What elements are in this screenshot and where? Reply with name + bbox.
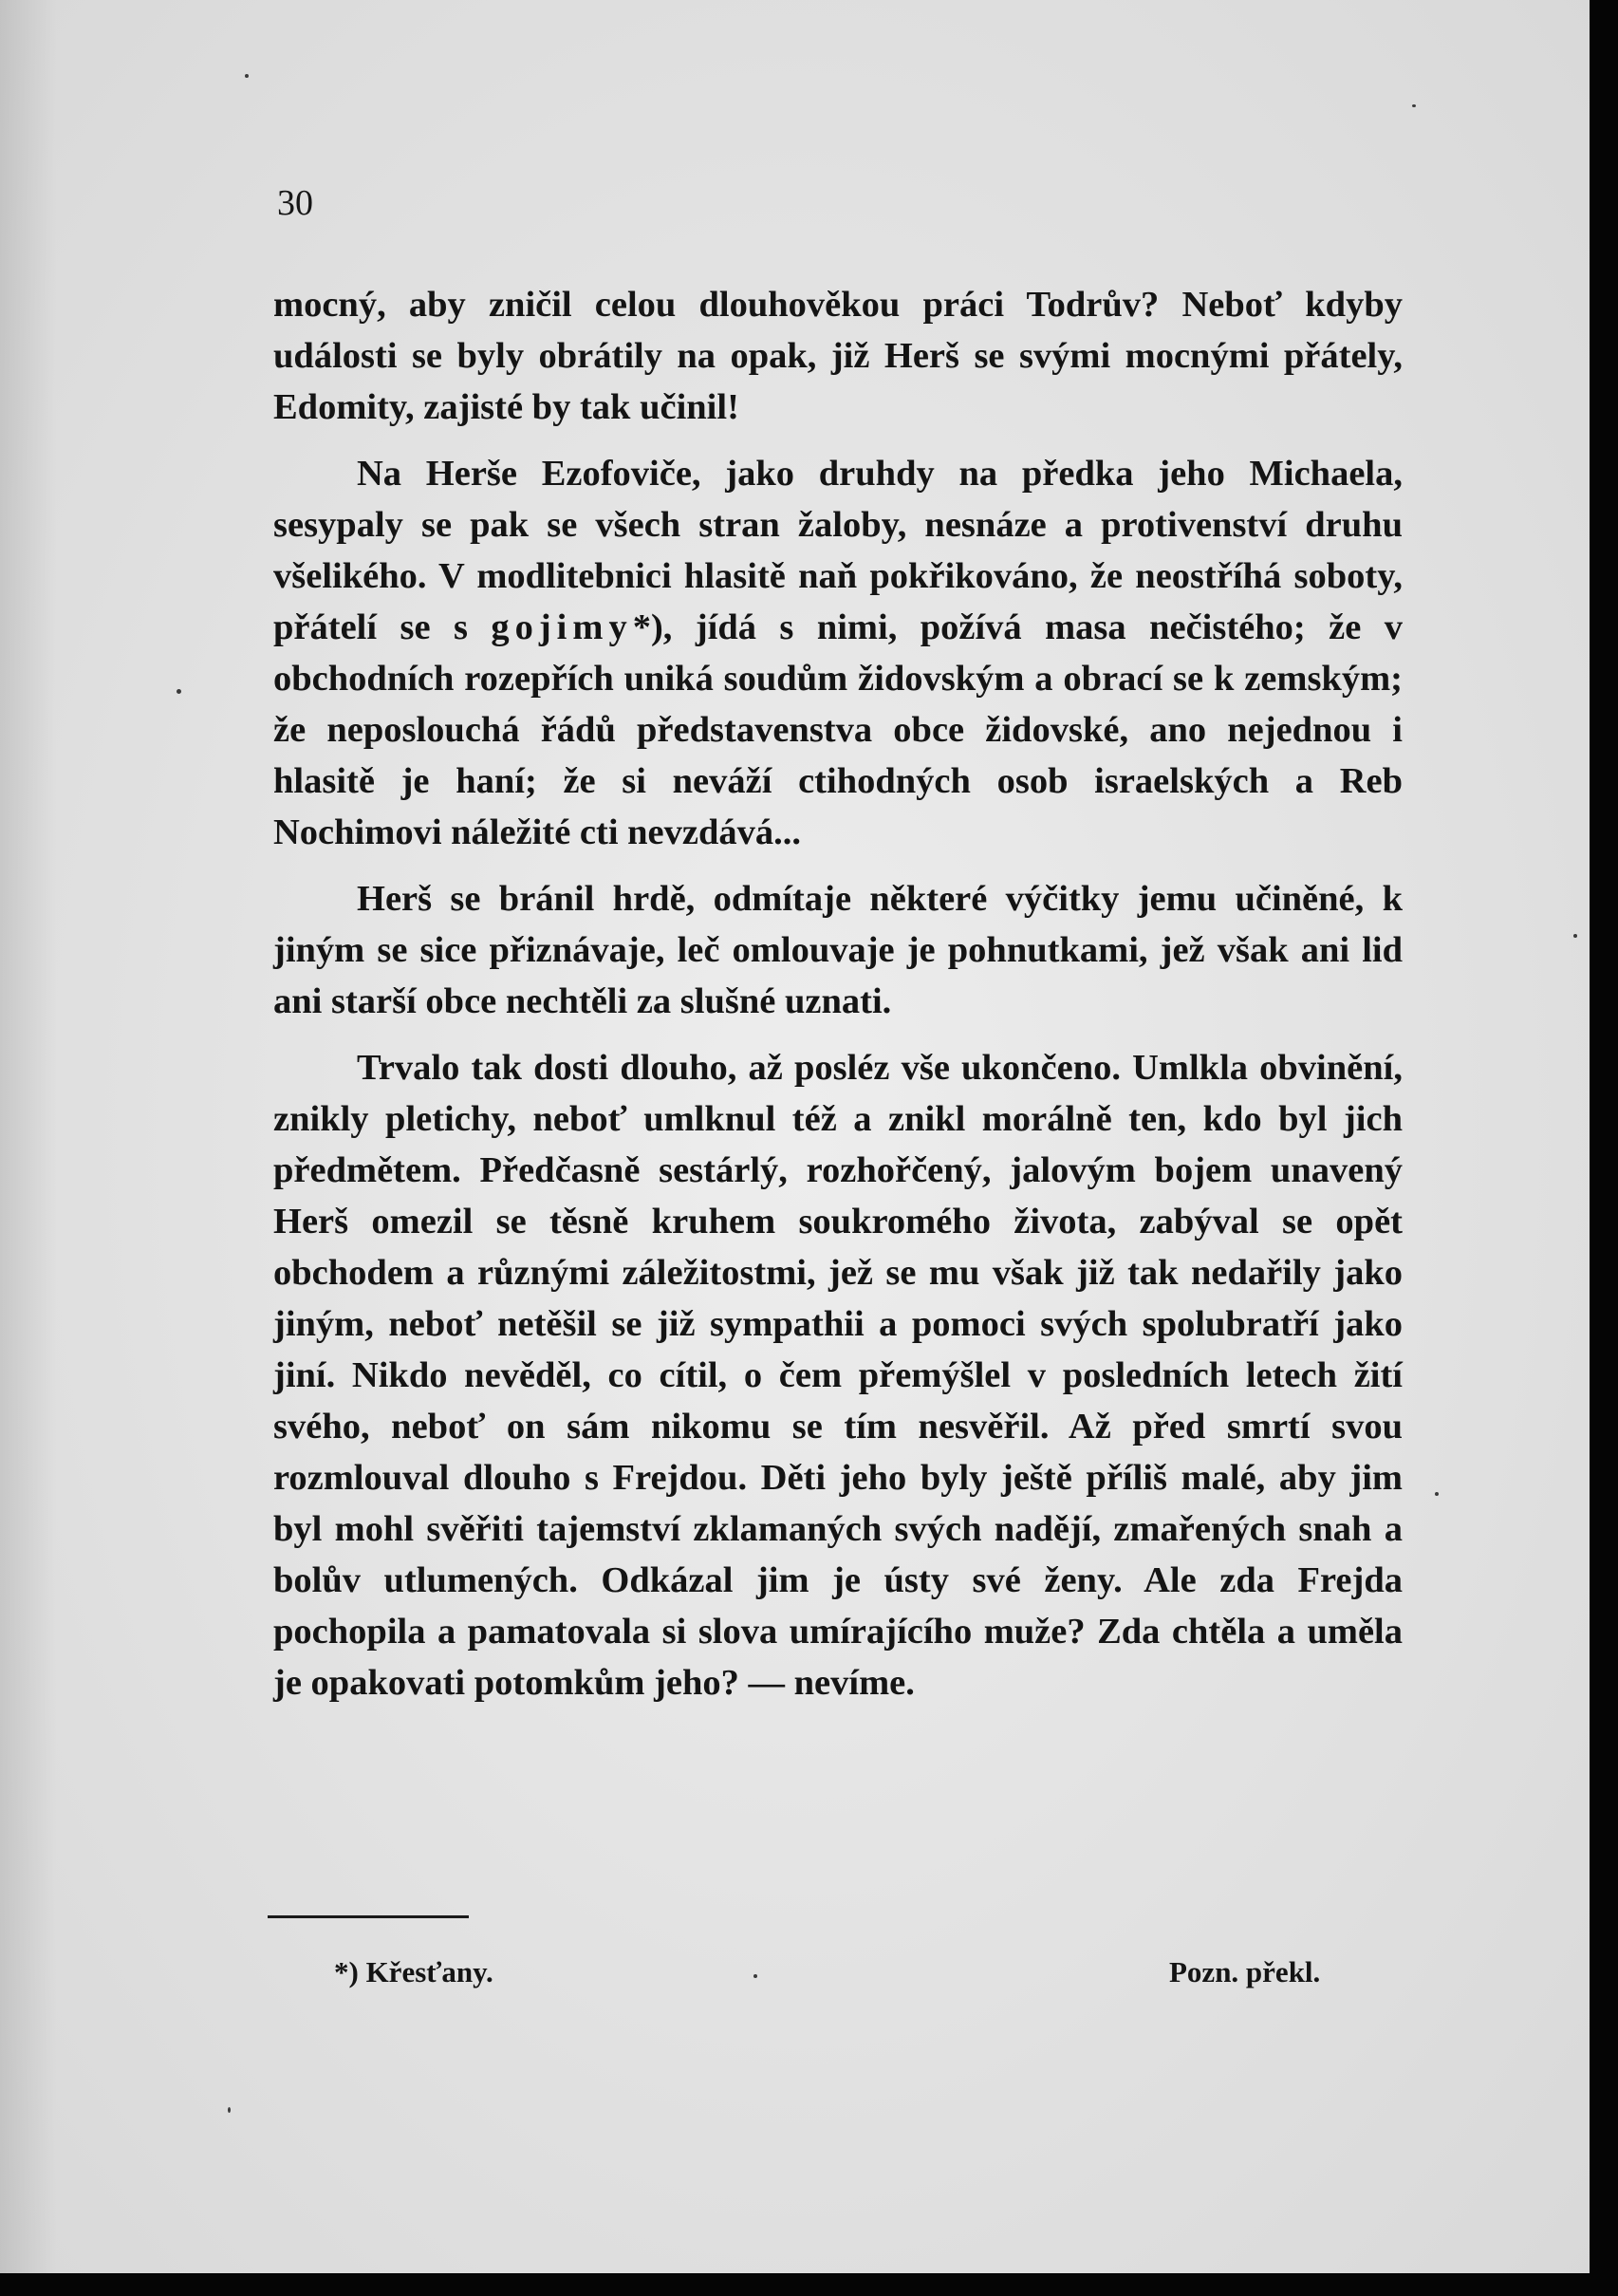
scan-speck (1412, 104, 1416, 107)
page-number: 30 (277, 183, 313, 223)
paragraph-2-spaced-word: gojimy (491, 607, 633, 647)
scan-border-right (1590, 0, 1618, 2296)
footnote-text: *) Křesťany. (334, 1955, 493, 1988)
paragraph-1: mocný, aby zničil celou dlouhověkou práci Todrův? Neboť kdyby události se byly obrátily na opak, již Herš se svými mocnými přátely, Edomity, zajisté by tak učinil! (273, 285, 1403, 427)
paragraph-2 (273, 448, 1403, 858)
scan-speck (753, 1974, 757, 1978)
scan-speck (1573, 934, 1577, 938)
footnote-note: Pozn. překl. (1169, 1955, 1321, 1988)
footnote-rule (268, 1915, 469, 1918)
paragraph-2-after: *), jídá s nimi, požívá masa nečistého; že v obchodních rozepřích uniká soudům židovským a obrací se k zemským; že neposlouchá řádů představenstva obce židovské, ano nejednou i hlasitě je haní; že si neváží ctihodných osob israelských a Reb Nochimovi náležité cti nevzdává... (273, 607, 1403, 852)
scan-speck (228, 2107, 231, 2113)
paragraph-3: Herš se bránil hrdě, odmítaje některé výčitky jemu učiněné, k jiným se sice přiznávaje, leč omlouvaje je pohnutkami, jež však ani lid ani starší obce nechtěli za slušné uznati. (273, 879, 1403, 1021)
paragraph-4: Trvalo tak dosti dlouho, až posléz vše ukončeno. Umlkla obvinění, znikly pletichy, neboť umlknul též a znikl morálně ten, kdo byl jich předmětem. Předčasně sestárlý, rozhořčený, jalovým bojem unavený Herš omezil se těsně kruhem soukromého života, zabýval se opět obchodem a různými záležitostmi, jež se mu však již tak nedařily jako jiným, neboť netěšil se již sympathii a pomoci svých spolubratří jako jiní. Nikdo nevěděl, co cítil, o čem přemýšlel v posledních letech žití svého, neboť on sám nikomu se tím nesvěřil. Až před smrtí svou rozmlouval dlouho s Frejdou. Děti jeho byly ještě příliš malé, aby jim byl mohl svěřiti tajemství zklamaných svých nadějí, zmařených snah a bolův utlumených. Odkázal jim je ústy své ženy. Ale zda Frejda pochopila a pamatovala si slova umírajícího muže? Zda chtěla a uměla je opakovati potomkům jeho? — nevíme. (273, 1048, 1403, 1703)
scan-speck (177, 689, 181, 694)
scan-speck (1435, 1492, 1439, 1496)
scan-border-bottom (0, 2273, 1618, 2296)
paragraph-2-before: Na Herše Ezofoviče, jako druhdy na předka jeho Michaela, sesypaly se pak se všech stran žaloby, nesnáze a protivenství druhu všelikého. V modlitebnici hlasitě naň pokřikováno, že neostříhá soboty, přátelí se s (273, 454, 1403, 647)
body-text (273, 279, 1403, 1724)
scan-speck (245, 74, 249, 78)
